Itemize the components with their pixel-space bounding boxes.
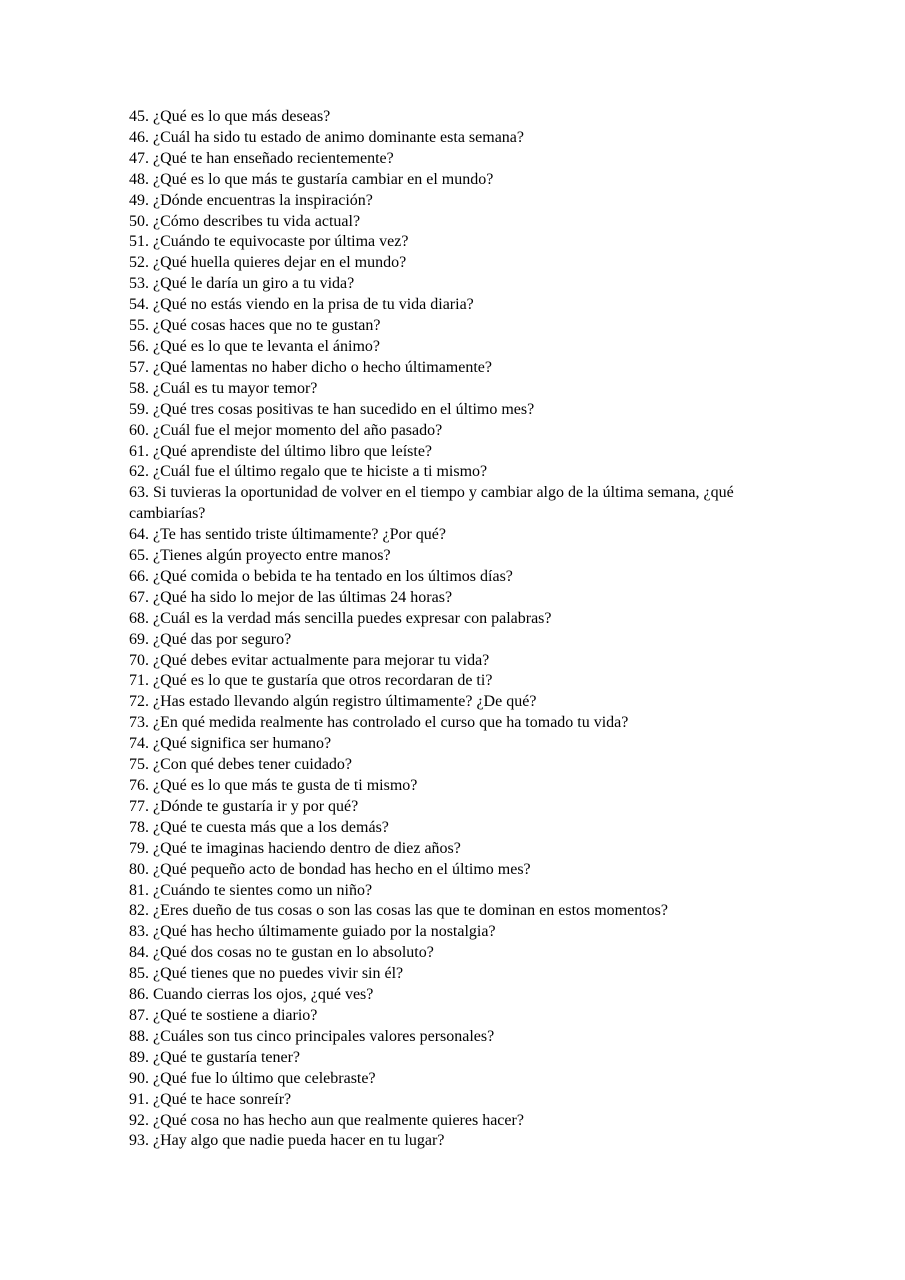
question-item: 79. ¿Qué te imaginas haciendo dentro de diez años? — [129, 839, 461, 857]
question-item: 55. ¿Qué cosas haces que no te gustan? — [129, 317, 381, 335]
question-item: 57. ¿Qué lamentas no haber dicho o hecho últimamente? — [129, 358, 492, 376]
question-item: 65. ¿Tienes algún proyecto entre manos? — [129, 547, 391, 565]
question-item: 77. ¿Dónde te gustaría ir y por qué? — [129, 797, 359, 815]
question-item: 45. ¿Qué es lo que más deseas? — [129, 108, 331, 125]
question-item: 88. ¿Cuáles son tus cinco principales valores personales? — [129, 1027, 495, 1045]
question-item: 89. ¿Qué te gustaría tener? — [129, 1048, 301, 1066]
question-item: 75. ¿Con qué debes tener cuidado? — [129, 756, 353, 774]
question-item: 50. ¿Cómo describes tu vida actual? — [129, 212, 361, 230]
question-item: 72. ¿Has estado llevando algún registro últimamente? ¿De qué? — [129, 693, 537, 711]
question-item: 62. ¿Cuál fue el último regalo que te hiciste a ti mismo? — [129, 463, 488, 481]
question-item: 53. ¿Qué le daría un giro a tu vida? — [129, 275, 355, 293]
question-item: 52. ¿Qué huella quieres dejar en el mundo? — [129, 254, 407, 272]
question-item: 84. ¿Qué dos cosas no te gustan en lo absoluto? — [129, 944, 434, 962]
question-item: 59. ¿Qué tres cosas positivas te han sucedido en el último mes? — [129, 400, 535, 418]
question-item: 73. ¿En qué medida realmente has controlado el curso que ha tomado tu vida? — [129, 714, 629, 732]
question-item: 80. ¿Qué pequeño acto de bondad has hecho en el último mes? — [129, 860, 531, 878]
question-item: 60. ¿Cuál fue el mejor momento del año pasado? — [129, 421, 443, 439]
question-item: 78. ¿Qué te cuesta más que a los demás? — [129, 818, 389, 836]
question-item: 64. ¿Te has sentido triste últimamente? ¿Por qué? — [129, 526, 447, 544]
question-item: 56. ¿Qué es lo que te levanta el ánimo? — [129, 337, 381, 355]
question-item: 69. ¿Qué das por seguro? — [129, 630, 292, 648]
question-item: 86. Cuando cierras los ojos, ¿qué ves? — [129, 986, 374, 1004]
question-list — [129, 107, 789, 1152]
question-item: 66. ¿Qué comida o bebida te ha tentado en los últimos días? — [129, 567, 513, 585]
question-item: 92. ¿Qué cosa no has hecho aun que realmente quieres hacer? — [129, 1111, 524, 1129]
question-item: 49. ¿Dónde encuentras la inspiración? — [129, 191, 373, 209]
question-item: 54. ¿Qué no estás viendo en la prisa de tu vida diaria? — [129, 296, 474, 314]
question-item: 71. ¿Qué es lo que te gustaría que otros recordaran de ti? — [129, 672, 493, 690]
question-item: 67. ¿Qué ha sido lo mejor de las últimas 24 horas? — [129, 588, 453, 606]
question-item: 93. ¿Hay algo que nadie pueda hacer en tu lugar? — [129, 1132, 445, 1150]
question-item: 90. ¿Qué fue lo último que celebraste? — [129, 1069, 376, 1087]
question-item: 91. ¿Qué te hace sonreír? — [129, 1090, 292, 1108]
question-item: 46. ¿Cuál ha sido tu estado de animo dominante esta semana? — [129, 128, 524, 146]
question-item: 58. ¿Cuál es tu mayor temor? — [129, 379, 318, 397]
question-item: 82. ¿Eres dueño de tus cosas o son las cosas las que te dominan en estos momentos? — [129, 902, 668, 920]
question-item: 47. ¿Qué te han enseñado recientemente? — [129, 149, 394, 167]
question-item: 51. ¿Cuándo te equivocaste por última vez? — [129, 233, 409, 251]
question-item: 87. ¿Qué te sostiene a diario? — [129, 1006, 318, 1024]
question-item: 63. Si tuvieras la oportunidad de volver en el tiempo y cambiar algo de la última semana, ¿qué cambiarías? — [129, 484, 734, 523]
question-item: 83. ¿Qué has hecho últimamente guiado por la nostalgia? — [129, 923, 496, 941]
question-item: 61. ¿Qué aprendiste del último libro que leíste? — [129, 442, 433, 460]
question-item: 74. ¿Qué significa ser humano? — [129, 735, 332, 753]
question-item: 48. ¿Qué es lo que más te gustaría cambiar en el mundo? — [129, 170, 494, 188]
question-item: 70. ¿Qué debes evitar actualmente para mejorar tu vida? — [129, 651, 490, 669]
question-item: 81. ¿Cuándo te sientes como un niño? — [129, 881, 373, 899]
question-item: 85. ¿Qué tienes que no puedes vivir sin él? — [129, 965, 404, 983]
question-item: 68. ¿Cuál es la verdad más sencilla puedes expresar con palabras? — [129, 609, 552, 627]
question-item: 76. ¿Qué es lo que más te gusta de ti mismo? — [129, 777, 418, 794]
